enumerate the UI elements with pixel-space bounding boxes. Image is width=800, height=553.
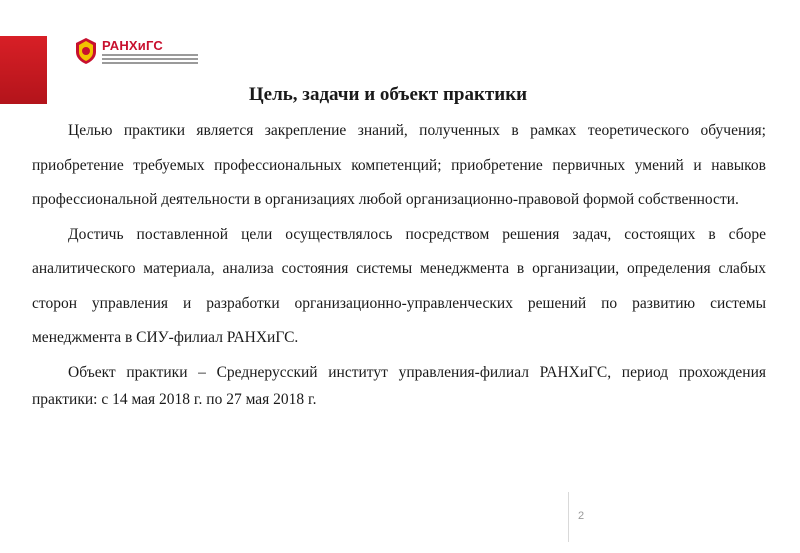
footer-divider (568, 492, 569, 542)
slide-title: Цель, задачи и объект практики (248, 84, 528, 105)
logo-subtitle-lines (102, 54, 198, 64)
paragraph-goal: Целью практики является закрепление знаний, полученных в рамках теоретического обучения; приобретение требуемых профессиональных компетенций; приобретение первичных умений и навыков профессиональной деятельности в организациях любой организационно-правовой формой собственности. (32, 122, 766, 208)
paragraph-tasks: Достичь поставленной цели осуществлялось посредством решения задач, состоящих в сборе аналитического материала, анализа состояния системы менеджмента в организации, определения слабых сторон управления и разработки организационно-управленческих решений по развитию системы менеджмента в СИУ-филиал РАНХиГС. (32, 225, 766, 346)
logo-name: РАНХиГС (102, 37, 163, 53)
page-number: 2 (578, 510, 585, 522)
ranepa-logo (74, 36, 198, 66)
paragraph-object: Объект практики – Среднерусский институт управления-филиал РАНХиГС, период прохождения практики: с 14 мая 2018 г. по 27 мая 2018 г. (32, 363, 766, 408)
emblem-icon (74, 37, 98, 65)
slide-body (32, 114, 766, 413)
